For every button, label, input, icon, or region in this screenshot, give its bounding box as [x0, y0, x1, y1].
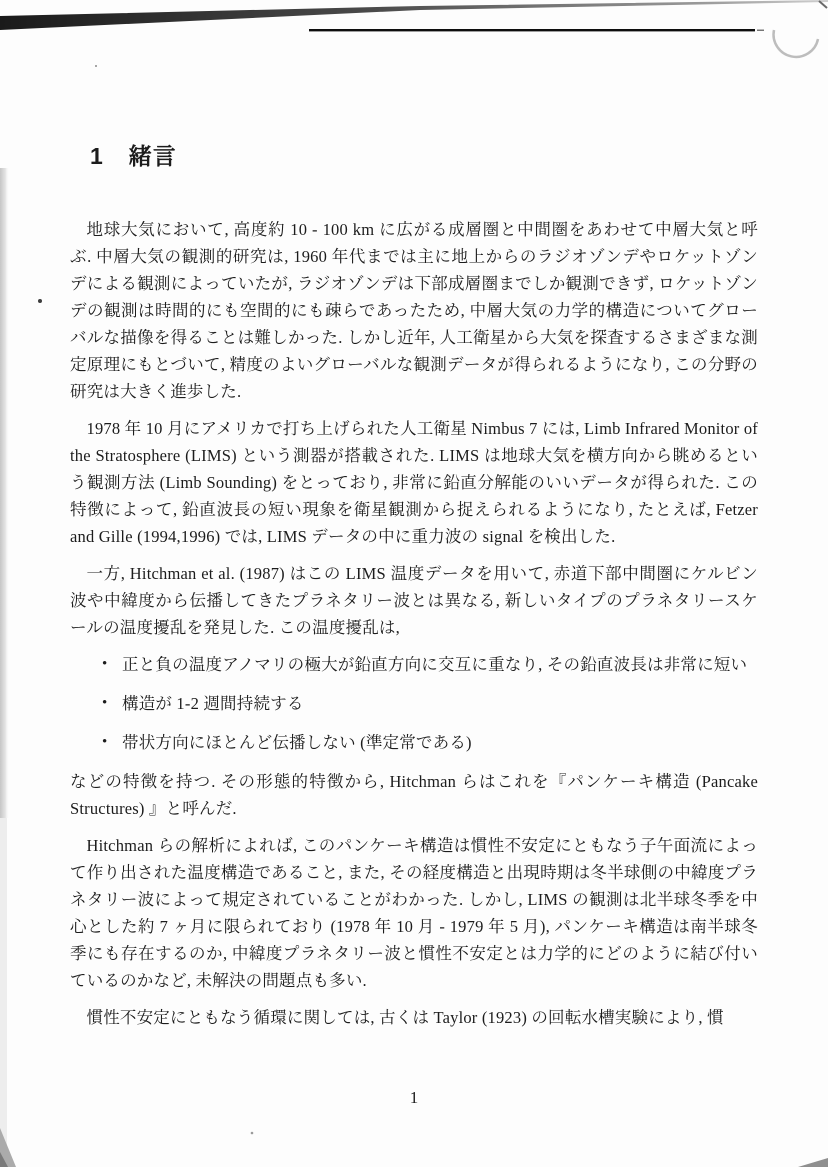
- page-number: 1: [409, 1088, 419, 1107]
- body-paragraph-analysis: Hitchman らの解析によれば, このパンケーキ構造は慣性不安定にともなう子午面流によって作り出された温度構造であること, また, その経度構造と出現時期は冬半球側の中緯度プラネタリー波によって規定されていることがわかった. しかし, LIMS の観測は北半球冬季を中心とした約 7 ヶ月に限られており (1978 年 10 月 - 1979 年 5 月), パンケーキ構造は南半球冬季にも存在するのか, 中緯度プラネタリー波と慣性不安定とは力学的にどのように結び付いているのかなど, 未解決の問題点も多い.: [70, 836, 758, 990]
- body-paragraph-nimbus: 1978 年 10 月にアメリカで打ち上げられた人工衛星 Nimbus 7 には, Limb Infrared Monitor of the Stratosphere (LIMS) という測器が搭載された. LIMS は地球大気を横方向から眺めるという観測方法 (Limb Sounding) をとっており, 非常に鉛直分解能のいいデータが得られた. この特徴によって, 鉛直波長の短い現象を衛星観測から捉えられるようになり, たとえば, Fetzer and Gille (1994,1996) では, LIMS データの中に重力波の signal を検出した.: [70, 419, 758, 546]
- bullet-icon: •: [102, 656, 108, 672]
- list-item: [102, 729, 758, 756]
- bullet-text: 構造が 1-2 週間持続する: [122, 694, 304, 713]
- feature-bullet-list: [70, 651, 758, 756]
- bullet-text: 帯状方向にほとんど伝播しない (準定常である): [122, 733, 472, 752]
- body-paragraph-intro: 地球大気において, 高度約 10 - 100 km に広がる成層圏と中間圏をあわせて中層大気と呼ぶ. 中層大気の観測的研究は, 1960 年代までは主に地上からのラジオゾンデやロケットゾンデによる観測によっていたが, ラジオゾンデは下部成層圏までしか観測できず, ロケットゾンデの観測は時間的にも空間的にも疎らであったため, 中層大気の力学的構造についてグローバルな描像を得ることは難しかった. しかし近年, 人工衛星から大気を探査するさまざまな測定原理にもとづいて, 精度のよいグローバルな観測データが得られるようになり, この分野の研究は大きく進歩した.: [70, 220, 758, 401]
- scan-edge-left-strip: [0, 168, 9, 818]
- scan-edge-bottom-left-dark: [0, 1152, 8, 1167]
- body-paragraph-pancake-naming: などの特徴を持つ. その形態的特徴から, Hitchman らはこれを『パンケーキ構造 (Pancake Structures) 』と呼んだ.: [70, 772, 758, 818]
- section-number: 1: [90, 143, 104, 169]
- dust-speck: [38, 299, 42, 303]
- scan-artifact-top-diagonal: [0, 0, 828, 30]
- list-item: [102, 651, 758, 678]
- corner-tick-mark: [819, 1, 827, 8]
- dust-speck: [251, 1132, 254, 1135]
- scan-artifact-horizontal-rule: [309, 29, 755, 31]
- page-body: [70, 140, 758, 1041]
- section-heading: [90, 140, 758, 172]
- scan-edge-bottom-right: [798, 1158, 828, 1167]
- scan-edge-bottom-left: [0, 1128, 16, 1167]
- bullet-text: 正と負の温度アノマリの極大が鉛直方向に交互に重なり, その鉛直波長は非常に短い: [122, 655, 748, 674]
- section-title: 緒言: [128, 143, 177, 169]
- bullet-icon: •: [102, 734, 108, 750]
- body-paragraph-taylor: 慣性不安定にともなう循環に関しては, 古くは Taylor (1923) の回転水槽実験により, 慣: [86, 1008, 724, 1027]
- scan-artifact-rule-tail: [757, 30, 764, 31]
- bullet-icon: •: [102, 695, 108, 711]
- page-curl-mark: [774, 30, 818, 57]
- scan-edge-left-strip-lower: [0, 818, 7, 1148]
- list-item: [102, 690, 758, 717]
- dust-speck: [95, 65, 97, 67]
- body-paragraph-hitchman-discovery: 一方, Hitchman et al. (1987) はこの LIMS 温度データを用いて, 赤道下部中間圏にケルビン波や中緯度から伝播してきたプラネタリー波とは異なる, 新しいタイプのプラネタリースケールの温度擾乱を発見した. この温度擾乱は,: [70, 564, 758, 637]
